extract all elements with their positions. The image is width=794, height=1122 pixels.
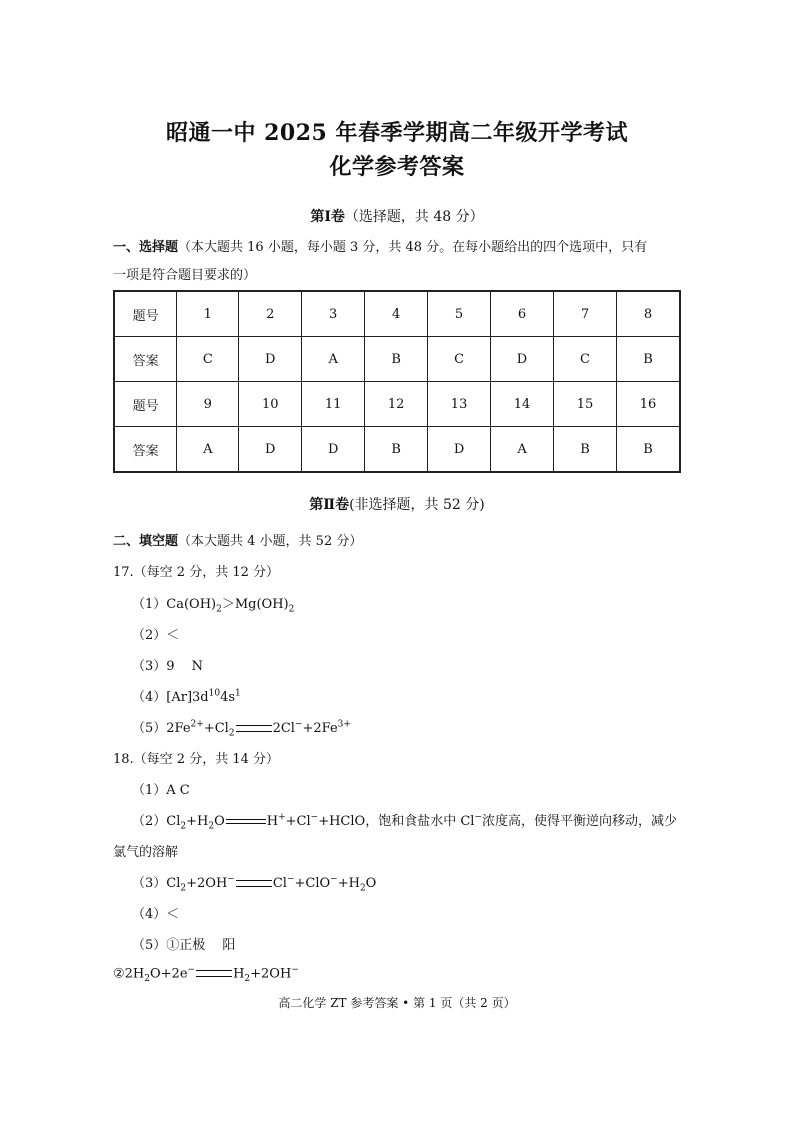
table-cell: 题号: [114, 291, 177, 337]
part2-heading-bold: 第Ⅱ卷: [309, 497, 350, 513]
q18-a3-sup: −: [330, 874, 338, 885]
table-cell: 1: [177, 291, 239, 337]
q18-a2-sup: +: [278, 812, 286, 823]
q18-a3-sub: 2: [359, 883, 366, 894]
table-cell: B: [365, 427, 428, 473]
q18-a6-text: ②2H: [113, 966, 145, 982]
table-cell: 15: [554, 382, 617, 427]
table-cell: 答案: [114, 427, 177, 473]
table-row: [114, 427, 680, 473]
q18-a2-text: O: [214, 814, 225, 829]
q17-answer-1: [132, 593, 294, 615]
q17-a1-sub: 2: [288, 604, 295, 615]
table-cell: C: [554, 337, 617, 382]
q18-answer-5: （5）①正极 阳: [132, 938, 236, 953]
q17-a5-sup: −: [294, 719, 303, 730]
table-cell: 8: [616, 291, 680, 337]
q18-a3-text: Cl: [272, 876, 287, 891]
table-cell: B: [554, 427, 617, 473]
table-cell: 14: [491, 382, 554, 427]
q18-answer-2-line2: 氯气的溶解: [113, 845, 179, 860]
q18-a3-text: +2OH: [186, 876, 228, 891]
part1-heading-rest: （选择题，共 48 分）: [344, 209, 484, 225]
table-cell: 16: [616, 382, 680, 427]
section2-label: 二、填空题: [113, 534, 179, 549]
table-cell: 10: [239, 382, 302, 427]
q17-a1-sub: 2: [216, 604, 222, 615]
table-cell: 题号: [114, 382, 177, 427]
table-cell: 6: [491, 291, 554, 337]
table-cell: B: [365, 337, 428, 382]
section1-desc-line2: 一项是符合题目要求的）: [113, 268, 257, 283]
q17-answer-2: （2）＜: [132, 628, 180, 643]
table-cell: 5: [428, 291, 491, 337]
q18-a3-sub: 2: [180, 883, 187, 894]
q17-a1-text: （1）Ca(OH): [132, 597, 217, 612]
q17-a5-text: +Cl: [203, 721, 229, 736]
part2-heading: [0, 494, 794, 514]
q18-answer-3: [132, 872, 376, 894]
table-cell: C: [177, 337, 239, 382]
section2-heading: [113, 530, 362, 549]
q18-a3-text: （3）Cl: [132, 876, 181, 891]
q18-a2-text: 浓度高，使得平衡逆向移动，减少: [481, 814, 677, 829]
table-cell: B: [616, 427, 680, 473]
q17-a5-sup: 2+: [190, 719, 204, 730]
q18-a2-text: H: [266, 814, 279, 829]
equals-sign-icon: [236, 725, 272, 732]
table-cell: 答案: [114, 337, 177, 382]
table-row: [114, 382, 680, 427]
q18-answer-1: （1）A C: [132, 783, 190, 798]
q18-answer-6: [113, 965, 299, 984]
equals-sign-icon: [236, 880, 272, 887]
q18-a2-sup: −: [310, 812, 319, 823]
table-cell: D: [239, 337, 302, 382]
q18-a6-sub: 2: [144, 973, 150, 984]
q18-a3-sup: −: [286, 874, 295, 885]
q18-a2-sup: −: [474, 812, 482, 823]
q18-heading: 18.（每空 2 分，共 14 分）: [113, 752, 280, 767]
exam-subtitle: 化学参考答案: [329, 154, 465, 180]
q18-a3-text: O: [365, 876, 377, 891]
table-cell: 9: [177, 382, 239, 427]
q18-answer-4: （4）＜: [132, 907, 180, 922]
exam-title: 昭通一中 2025 年春季学期高二年级开学考试: [165, 120, 629, 146]
table-cell: D: [239, 427, 302, 473]
table-cell: A: [177, 427, 239, 473]
q18-a6-text: +2OH: [250, 966, 292, 982]
q18-a2-sub: 2: [208, 821, 215, 832]
q17-a4-text: （4）[Ar]3d: [132, 690, 209, 705]
table-cell: 12: [365, 382, 428, 427]
q18-answer-2: [132, 810, 677, 832]
q17-a1-text: ＞Mg(OH): [221, 597, 289, 612]
q18-a2-sub: 2: [180, 821, 187, 832]
page-footer: 高二化学 ZT 参考答案 • 第 1 页（共 2 页）: [278, 996, 516, 1010]
section1-desc-line1: [113, 236, 647, 255]
q18-a2-text: +Cl: [285, 814, 311, 829]
q17-a5-text: （5）2Fe: [132, 721, 191, 736]
q18-a2-text: +HClO，饱和食盐水中 Cl: [318, 814, 475, 829]
q18-a3-sup: −: [227, 874, 235, 885]
q17-a4-text: 4s: [220, 690, 236, 705]
table-row: [114, 291, 680, 337]
q18-a6-sub: 2: [244, 973, 251, 984]
table-row: [114, 337, 680, 382]
table-cell: 11: [302, 382, 365, 427]
q17-a4-sup: 1: [235, 688, 241, 699]
q18-a2-text: （2）Cl: [132, 814, 181, 829]
table-cell: D: [428, 427, 491, 473]
table-cell: 3: [302, 291, 365, 337]
answer-table: [113, 290, 681, 473]
table-cell: 4: [365, 291, 428, 337]
table-cell: 2: [239, 291, 302, 337]
section2-desc: （本大题共 4 小题，共 52 分）: [178, 534, 363, 549]
section1-desc1: （本大题共 16 小题，每小题 3 分，共 48 分。在每小题给出的四个选项中，只有: [178, 240, 648, 255]
q18-a6-sup: −: [187, 965, 196, 975]
equilibrium-arrow-icon: [226, 818, 266, 826]
q17-a5-sub: 2: [228, 728, 235, 739]
q17-a5-sup: 3+: [337, 719, 351, 730]
q17-heading: 17.（每空 2 分，共 12 分）: [113, 565, 280, 580]
table-cell: D: [302, 427, 365, 473]
q18-a3-text: +ClO: [294, 876, 331, 891]
table-cell: A: [491, 427, 554, 473]
table-cell: 7: [554, 291, 617, 337]
table-cell: C: [428, 337, 491, 382]
table-cell: B: [616, 337, 680, 382]
q17-answer-5: [132, 717, 351, 739]
table-cell: A: [302, 337, 365, 382]
q18-a6-text: O+2e: [150, 966, 188, 982]
q18-a2-text: +H: [186, 814, 209, 829]
part2-heading-rest: (非选择题，共 52 分): [349, 497, 485, 513]
q18-a6-text: H: [233, 966, 245, 982]
q17-answer-3: （3）9 N: [132, 659, 204, 674]
q17-a5-text: 2Cl: [272, 721, 295, 736]
q17-answer-4: [132, 686, 241, 705]
q18-a3-text: +H: [337, 876, 360, 891]
part1-heading: [0, 206, 794, 226]
q18-a6-sup: −: [291, 965, 299, 975]
q17-a4-sup: 10: [208, 688, 221, 699]
table-cell: 13: [428, 382, 491, 427]
table-cell: D: [491, 337, 554, 382]
q17-a5-text: +2Fe: [302, 721, 338, 736]
section1-label: 一、选择题: [113, 240, 179, 255]
part1-heading-bold: 第Ⅰ卷: [310, 209, 345, 225]
equals-sign-icon: [196, 970, 232, 977]
